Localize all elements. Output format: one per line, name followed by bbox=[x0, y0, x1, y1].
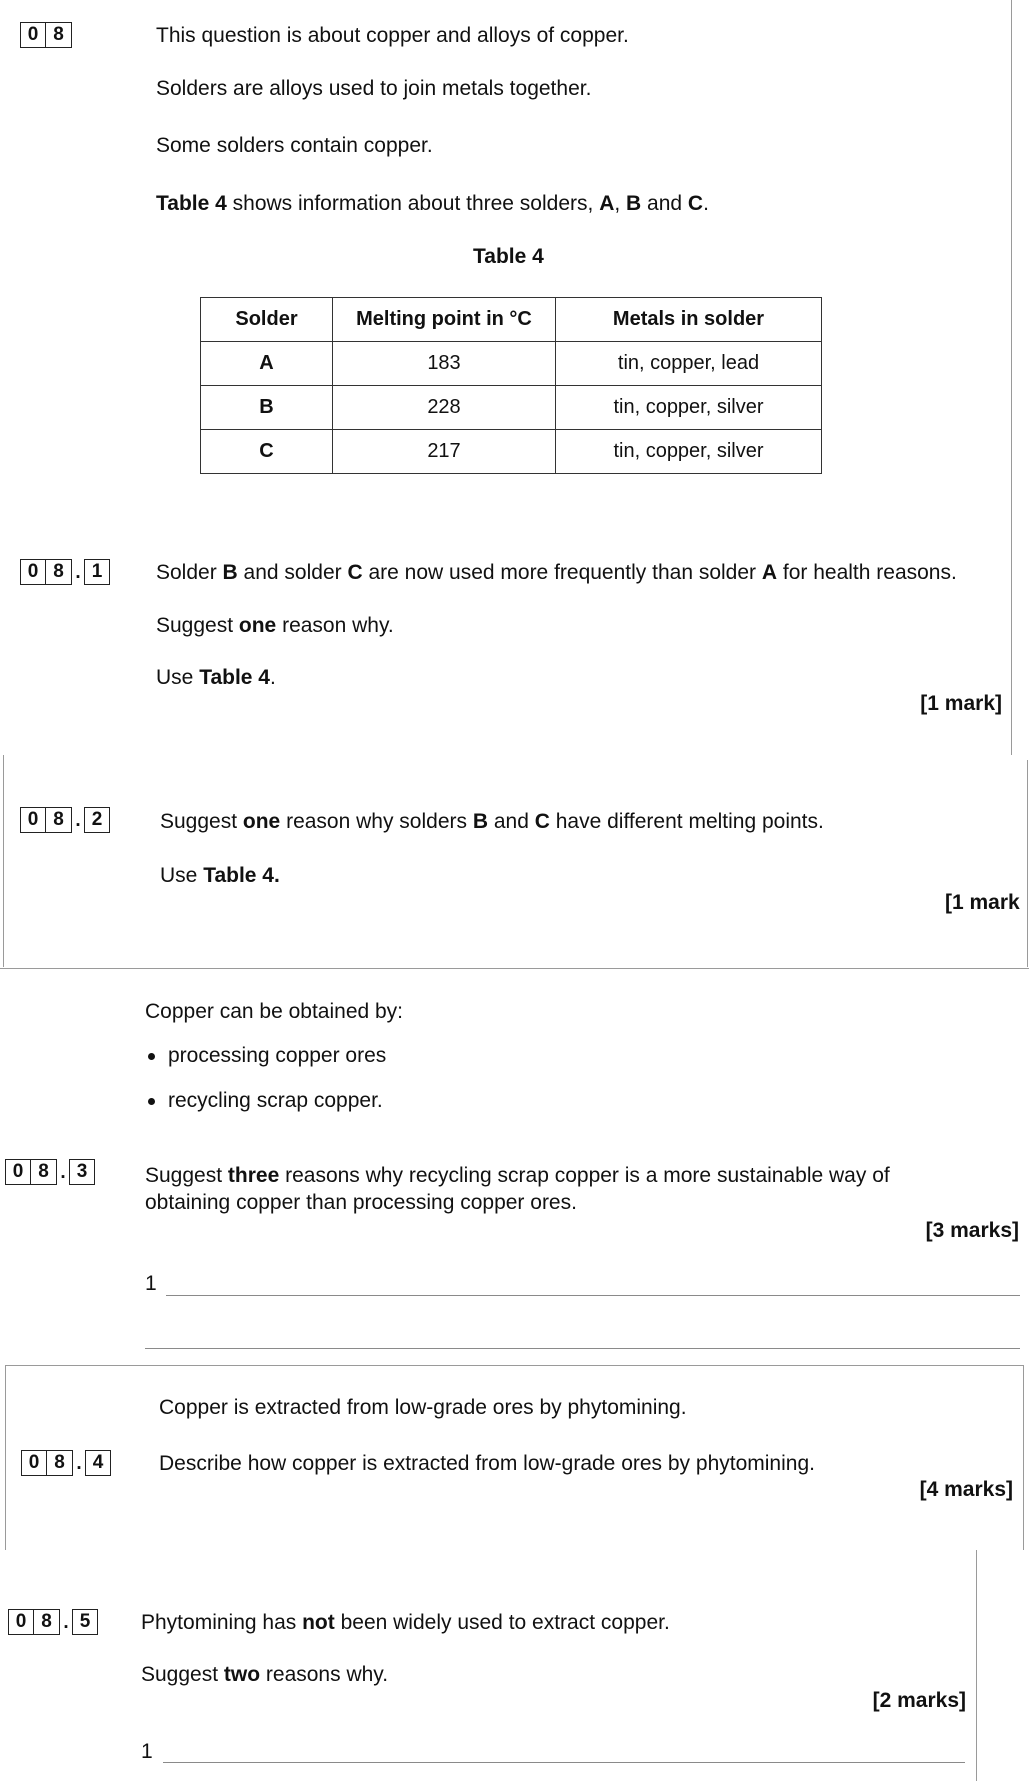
question-number-08-5 bbox=[8, 1609, 98, 1635]
table-caption: Table 4 bbox=[473, 245, 544, 268]
q081-prompt bbox=[156, 561, 957, 585]
q082-use-table bbox=[160, 864, 280, 888]
bold-text: C bbox=[347, 561, 363, 584]
q085-marks: [2 marks] bbox=[872, 1689, 966, 1712]
column-header-solder: Solder bbox=[201, 298, 333, 342]
question-digit: 8 bbox=[46, 559, 72, 585]
text: Suggest bbox=[141, 1663, 224, 1686]
text: Suggest bbox=[160, 810, 243, 833]
q084-intro: Copper is extracted from low-grade ores by phytomining. bbox=[159, 1396, 687, 1419]
bold-text: B bbox=[472, 810, 489, 833]
bullet-icon bbox=[148, 1053, 155, 1060]
left-border-section-084 bbox=[5, 1365, 6, 1550]
table-row bbox=[201, 342, 822, 386]
q083-prompt-line-1 bbox=[145, 1164, 890, 1188]
q08-paragraph-2: Some solders contain copper. bbox=[156, 134, 433, 157]
text: and bbox=[488, 810, 535, 833]
text: , bbox=[614, 192, 627, 215]
bold-text: C bbox=[534, 810, 550, 833]
bold-text: two bbox=[223, 1663, 261, 1686]
cell-metals: tin, copper, silver bbox=[556, 386, 822, 430]
q081-marks: [1 mark] bbox=[920, 692, 1002, 715]
text: Phytomining has bbox=[141, 1611, 303, 1634]
question-digit: 0 bbox=[8, 1609, 34, 1635]
question-dot: . bbox=[75, 562, 81, 583]
text: and bbox=[641, 192, 688, 215]
text: Solder bbox=[156, 561, 223, 584]
question-digit: 5 bbox=[72, 1609, 98, 1635]
right-border-top bbox=[1011, 0, 1012, 755]
text: Suggest bbox=[156, 614, 239, 637]
q083-bullet-1: processing copper ores bbox=[168, 1044, 387, 1067]
question-number-08-2 bbox=[20, 807, 110, 833]
bold-text: B bbox=[222, 561, 238, 584]
q084-prompt: Describe how copper is extracted from low-grade ores by phytomining. bbox=[159, 1452, 815, 1475]
bold-text: C bbox=[687, 192, 704, 215]
question-number-08-1 bbox=[20, 559, 110, 585]
question-digit: 8 bbox=[34, 1609, 60, 1635]
q08-paragraph-3 bbox=[156, 192, 709, 216]
bold-text: one bbox=[238, 614, 277, 637]
q08-paragraph-1: Solders are alloys used to join metals together. bbox=[156, 77, 592, 100]
cell-solder: B bbox=[201, 386, 333, 430]
answer-line[interactable] bbox=[145, 1348, 1020, 1349]
column-header-melting-point: Melting point in °C bbox=[333, 298, 556, 342]
question-number-08-3 bbox=[5, 1159, 95, 1185]
question-digit: 1 bbox=[84, 559, 110, 585]
cell-metals: tin, copper, silver bbox=[556, 430, 822, 474]
q081-use-table bbox=[156, 666, 276, 690]
text: reason why. bbox=[276, 614, 394, 637]
question-digit: 0 bbox=[5, 1159, 31, 1185]
solder-table bbox=[200, 297, 822, 474]
right-border-section-084 bbox=[1023, 1365, 1024, 1550]
left-border-section-082 bbox=[3, 755, 4, 967]
question-dot: . bbox=[60, 1162, 66, 1183]
cell-melting-point: 183 bbox=[333, 342, 556, 386]
bold-text: B bbox=[626, 192, 642, 215]
question-digit: 2 bbox=[84, 807, 110, 833]
bold-text: Table 4. bbox=[203, 864, 280, 887]
question-digit: 8 bbox=[46, 807, 72, 833]
text: and solder bbox=[237, 561, 348, 584]
cell-solder: C bbox=[201, 430, 333, 474]
column-header-metals: Metals in solder bbox=[556, 298, 822, 342]
question-digit: 8 bbox=[31, 1159, 57, 1185]
q084-marks: [4 marks] bbox=[919, 1478, 1013, 1501]
text: Suggest bbox=[145, 1164, 228, 1187]
question-dot: . bbox=[75, 810, 81, 831]
q082-prompt bbox=[160, 810, 824, 834]
question-number-08 bbox=[20, 22, 72, 48]
right-border-section-085 bbox=[976, 1550, 977, 1781]
answer-line[interactable] bbox=[166, 1295, 1020, 1296]
text: been widely used to extract copper. bbox=[334, 1611, 670, 1634]
text: . bbox=[703, 192, 709, 215]
cell-melting-point: 228 bbox=[333, 386, 556, 430]
bold-text: three bbox=[227, 1164, 280, 1187]
text: have different melting points. bbox=[549, 810, 824, 833]
q085-prompt bbox=[141, 1611, 670, 1635]
right-border-section-082 bbox=[1027, 760, 1028, 967]
bold-text: not bbox=[302, 1611, 335, 1634]
question-digit: 0 bbox=[21, 1450, 47, 1476]
question-digit: 3 bbox=[69, 1159, 95, 1185]
table-row bbox=[201, 430, 822, 474]
question-dot: . bbox=[76, 1453, 82, 1474]
q083-prompt-line-2: obtaining copper than processing copper ores. bbox=[145, 1191, 577, 1214]
table-row bbox=[201, 386, 822, 430]
cell-metals: tin, copper, lead bbox=[556, 342, 822, 386]
bold-text: Table 4 bbox=[199, 666, 270, 689]
text: reasons why recycling scrap copper is a more sustainable way of bbox=[279, 1164, 890, 1187]
table-header-row bbox=[201, 298, 822, 342]
text: Use bbox=[156, 666, 200, 689]
q08-intro: This question is about copper and alloys of copper. bbox=[156, 24, 629, 47]
bold-text: A bbox=[599, 192, 615, 215]
text: Use bbox=[160, 864, 204, 887]
q082-marks: [1 mark bbox=[945, 891, 1020, 914]
text: reason why solders bbox=[280, 810, 473, 833]
text: . bbox=[270, 666, 276, 689]
q083-bullet-2: recycling scrap copper. bbox=[168, 1089, 383, 1112]
top-border-section-084 bbox=[5, 1365, 1023, 1366]
q085-answer-number: 1 bbox=[141, 1740, 153, 1763]
text: shows information about three solders, bbox=[226, 192, 600, 215]
bold-text: one bbox=[242, 810, 281, 833]
bold-text: Table 4 bbox=[156, 192, 227, 215]
cell-melting-point: 217 bbox=[333, 430, 556, 474]
bullet-icon bbox=[148, 1098, 155, 1105]
q083-marks: [3 marks] bbox=[925, 1219, 1019, 1242]
q083-answer-number: 1 bbox=[145, 1272, 157, 1295]
divider-082-083 bbox=[0, 968, 1029, 969]
question-digit: 0 bbox=[20, 807, 46, 833]
question-digit: 0 bbox=[20, 559, 46, 585]
bold-text: A bbox=[761, 561, 778, 584]
text: reasons why. bbox=[260, 1663, 389, 1686]
question-digit: 0 bbox=[20, 22, 46, 48]
text: for health reasons. bbox=[777, 561, 957, 584]
q083-intro: Copper can be obtained by: bbox=[145, 1000, 404, 1023]
question-digit: 8 bbox=[46, 22, 72, 48]
q081-instruction bbox=[156, 614, 394, 638]
text: are now used more frequently than solder bbox=[362, 561, 762, 584]
q085-instruction bbox=[141, 1663, 388, 1687]
question-number-08-4 bbox=[21, 1450, 111, 1476]
cell-solder: A bbox=[201, 342, 333, 386]
question-digit: 4 bbox=[85, 1450, 111, 1476]
question-dot: . bbox=[63, 1612, 69, 1633]
question-digit: 8 bbox=[47, 1450, 73, 1476]
answer-line[interactable] bbox=[163, 1762, 965, 1763]
